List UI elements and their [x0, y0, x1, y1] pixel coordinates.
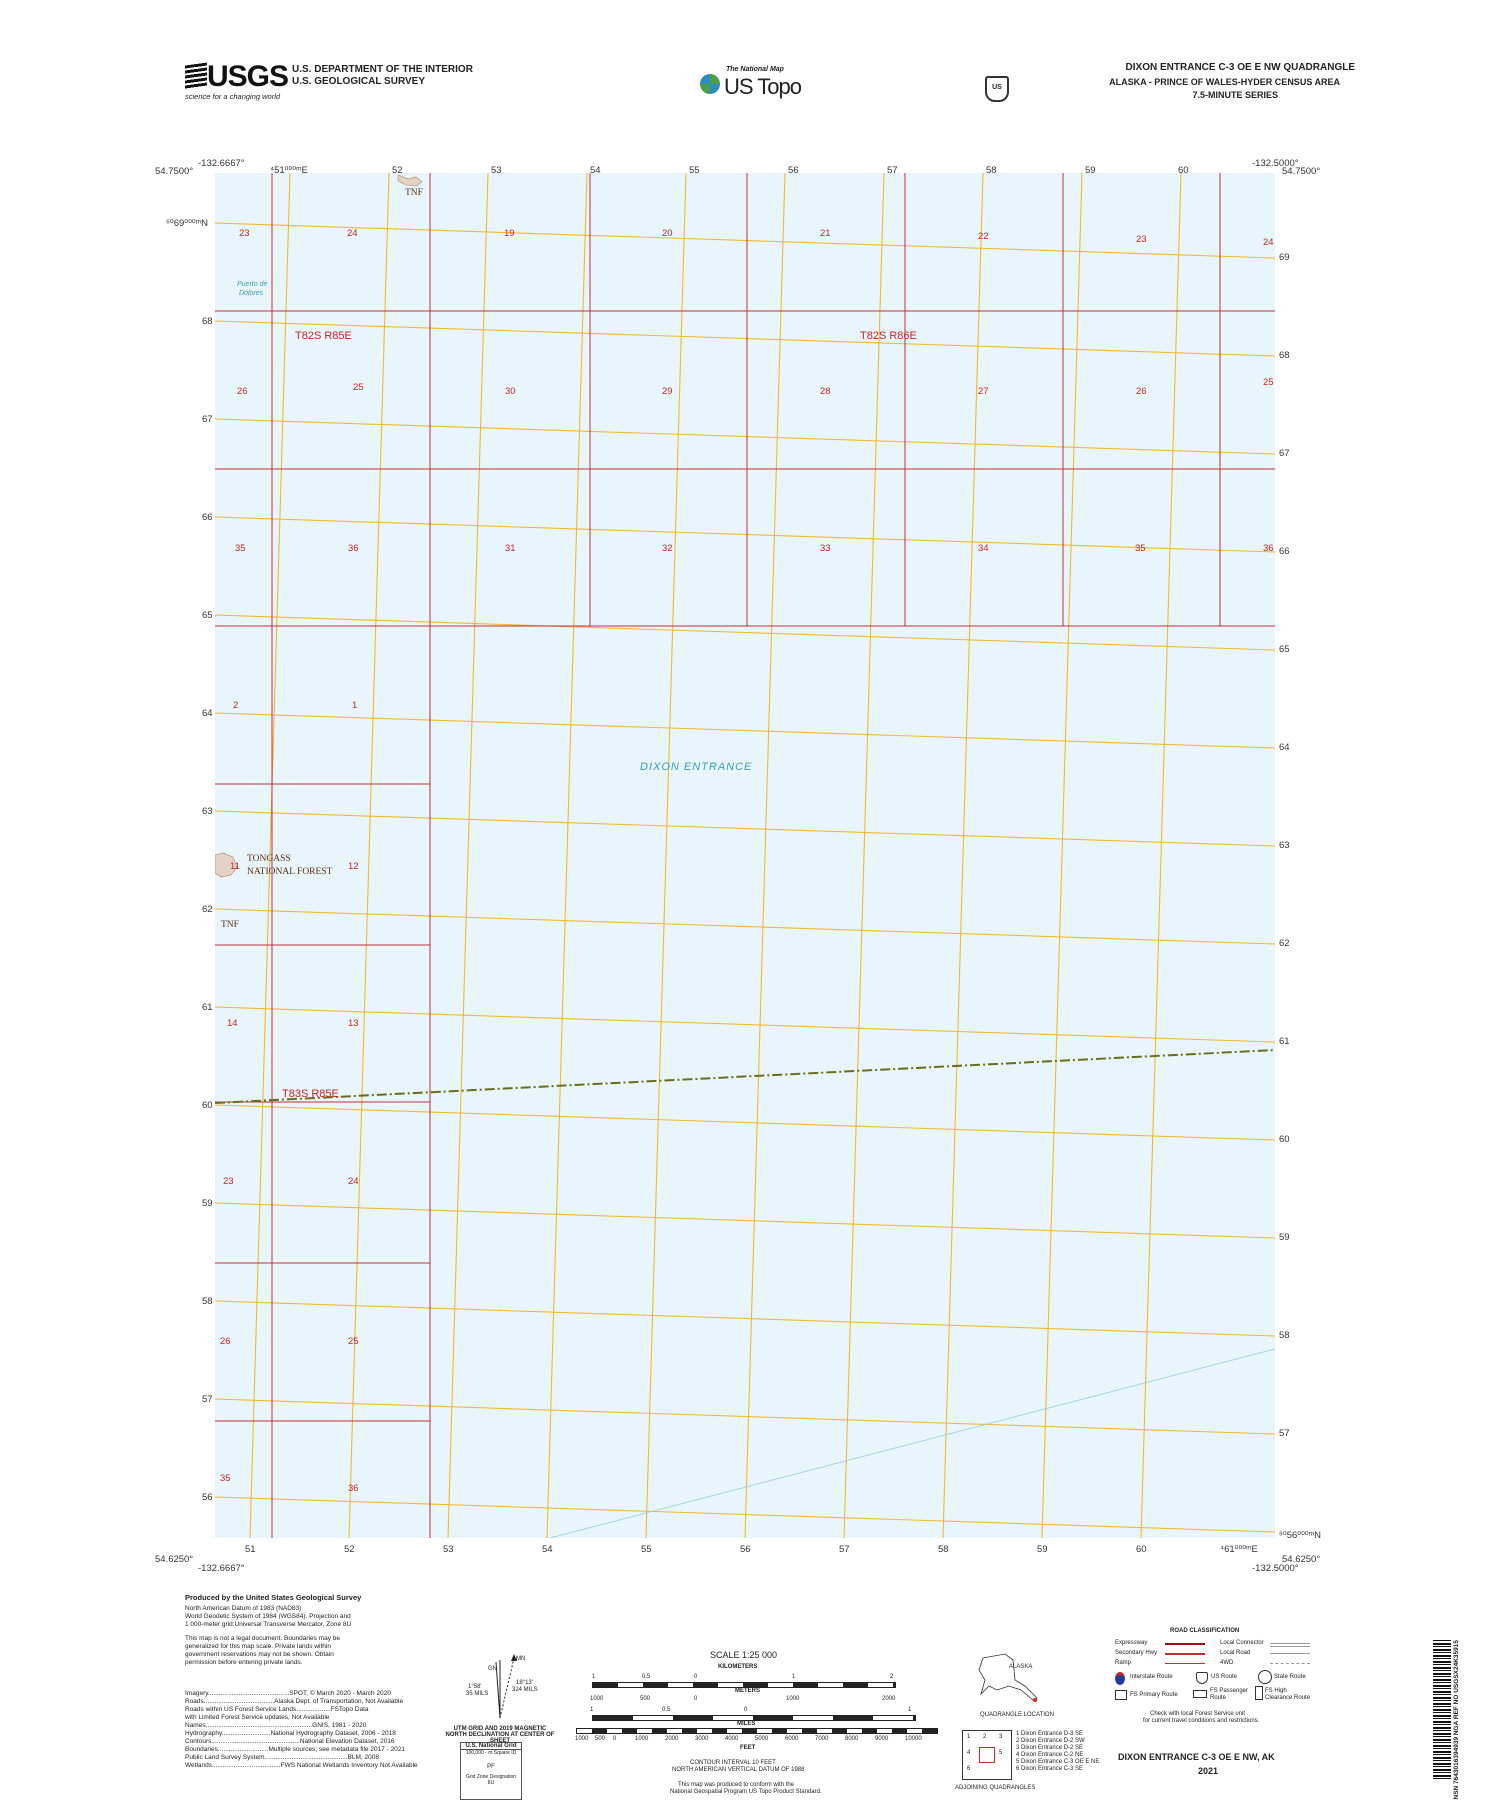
bottom-title: DIXON ENTRANCE C-3 OE E NW, AK — [1118, 1752, 1275, 1762]
easting-tick-bottom: 56 — [740, 1544, 751, 1555]
northing-tick-left: 67 — [202, 414, 213, 425]
ft-tick: 8000 — [845, 1736, 859, 1742]
section-number: 27 — [978, 386, 989, 397]
usng-box — [460, 1742, 522, 1800]
utm-northing-line — [215, 811, 1275, 846]
fs-note-2: for current travel conditions and restrictions. — [1143, 1718, 1260, 1724]
easting-tick-bottom: 57 — [839, 1544, 850, 1555]
us-route-label: US Route — [1211, 1674, 1238, 1680]
fs-passenger-icon — [1193, 1690, 1207, 1698]
state-route-shield-icon — [1258, 1670, 1272, 1684]
barcode-icon — [1433, 1640, 1451, 1780]
section-number: 32 — [662, 543, 673, 554]
northing-tick-right: ⁶⁰56⁰⁰⁰ᵐN — [1279, 1530, 1322, 1541]
section-number: 26 — [1136, 386, 1147, 397]
section-number: 36 — [1263, 543, 1274, 554]
utm-northing-line — [215, 615, 1275, 650]
us-route-shield-icon — [1196, 1672, 1208, 1684]
disclaimer-line: generalized for this map scale. Private lands within — [185, 1643, 331, 1650]
ft-tick: 7000 — [815, 1736, 829, 1742]
northing-tick-right: 59 — [1279, 1232, 1290, 1243]
km-tick: 0 — [694, 1674, 698, 1680]
contour-interval: CONTOUR INTERVAL 10 FEET — [690, 1760, 776, 1766]
northing-tick-right: 60 — [1279, 1134, 1290, 1145]
utm-northing-line — [215, 1203, 1275, 1238]
northing-tick-right: 58 — [1279, 1330, 1290, 1341]
northing-tick-left: 61 — [202, 1002, 213, 1013]
northing-tick-right: 67 — [1279, 448, 1290, 459]
section-number: 13 — [348, 1018, 359, 1029]
disclaimer-line: government reservations may not be shown. Obtain — [185, 1651, 334, 1658]
barcode-text: NSN 7643016394939 NGA REF NO USGSX24K35915 — [1453, 1640, 1460, 1800]
northing-tick-right: 69 — [1279, 252, 1290, 263]
northing-tick-left: 58 — [202, 1296, 213, 1307]
township-label: T83S R85E — [282, 1088, 339, 1100]
ft-tick: 10000 — [905, 1736, 922, 1742]
northing-tick-left: 63 — [202, 806, 213, 817]
dept-line-1: U.S. DEPARTMENT OF THE INTERIOR — [292, 64, 473, 75]
section-number: 36 — [348, 1483, 359, 1494]
m-tick: 1000 — [786, 1696, 800, 1702]
section-number: 26 — [237, 386, 248, 397]
section-number: 35 — [220, 1473, 231, 1484]
ft-scale-bar — [576, 1728, 938, 1734]
km-tick: 1 — [792, 1674, 796, 1680]
barcode-text-wrap — [1453, 1640, 1465, 1800]
northing-tick-right: 61 — [1279, 1036, 1290, 1047]
road-expressway: Expressway — [1115, 1640, 1148, 1646]
section-number: 2 — [233, 700, 239, 711]
utm-northing-line — [215, 419, 1275, 454]
section-number: 33 — [820, 543, 831, 554]
bottom-year: 2021 — [1198, 1766, 1219, 1776]
alaska-label: ALASKA — [1009, 1664, 1033, 1670]
usng-id: PF — [487, 1764, 495, 1770]
expressway-swatch — [1165, 1643, 1205, 1645]
section-number: 14 — [227, 1018, 238, 1029]
northing-tick-left: 65 — [202, 610, 213, 621]
section-number: 24 — [1263, 237, 1274, 248]
mi-tick: 1 — [908, 1707, 912, 1713]
utm-easting-line — [745, 173, 785, 1538]
section-number: 20 — [662, 228, 673, 239]
fs-high-clearance-icon — [1255, 1686, 1263, 1700]
northing-tick-right: 68 — [1279, 350, 1290, 361]
corner-tr-lon: -132.5000° — [1252, 158, 1299, 169]
northing-tick-left: 64 — [202, 708, 213, 719]
source-line: Roads within US Forest Service Lands...................FSTopo Data — [185, 1706, 369, 1713]
corner-br-lat: 54.6250° — [1282, 1554, 1321, 1565]
adjoining-list — [1016, 1731, 1099, 1773]
adjoining-item: 6 Dixon Entrance C-3 SE — [1016, 1766, 1084, 1772]
easting-tick-bottom: ⁴61⁰⁰⁰ᵐE — [1220, 1544, 1258, 1555]
mi-tick: 0.5 — [662, 1707, 671, 1713]
easting-tick-top: ⁴51⁰⁰⁰ᵐE — [270, 165, 308, 176]
easting-tick-top: 53 — [491, 165, 502, 176]
township-boundary-line — [215, 1050, 1275, 1103]
section-number: 1 — [352, 700, 358, 711]
section-number: 24 — [347, 228, 358, 239]
section-number: 30 — [505, 386, 516, 397]
4wd-swatch — [1270, 1663, 1310, 1664]
declination-gn: GN — [488, 1666, 497, 1672]
utm-northing-line — [215, 1301, 1275, 1336]
usng-title: U.S. National Grid — [461, 1743, 521, 1750]
m-tick: 1000 — [590, 1696, 604, 1702]
section-number: 29 — [662, 386, 673, 397]
easting-tick-bottom: 60 — [1136, 1544, 1147, 1555]
declination-value-2b: 324 MILS — [512, 1687, 538, 1693]
declination-value-1b: 35 MILS — [466, 1691, 489, 1697]
corner-br-lon: -132.5000° — [1252, 1563, 1299, 1574]
globe-icon — [700, 74, 720, 94]
ft-tick: 500 — [595, 1736, 606, 1742]
corner-tr-lat: 54.7500° — [1282, 166, 1321, 177]
usgs-logo — [185, 60, 289, 102]
adjoining-cell: 3 — [999, 1734, 1003, 1740]
quad-subtitle-1: ALASKA - PRINCE OF WALES-HYDER CENSUS AREA — [1109, 77, 1340, 87]
ft-tick: 0 — [613, 1736, 617, 1742]
datum-line: 1 000-meter grid:Universal Transverse Mercator, Zone 8U — [185, 1621, 352, 1628]
datum-line: North American Datum of 1983 (NAD83) — [185, 1605, 302, 1612]
declination-value-2: 18°13' — [516, 1680, 533, 1686]
utm-northing-line — [215, 909, 1275, 944]
section-number: 31 — [505, 543, 516, 554]
datum-line: World Geodetic System of 1984 (WGS84). Projection and — [185, 1613, 351, 1620]
interstate-shield-icon — [1115, 1672, 1125, 1685]
source-line: Names...........................................................GNIS, 1981 - 2020 — [185, 1722, 367, 1729]
easting-tick-bottom: 54 — [542, 1544, 553, 1555]
water-label: DIXON ENTRANCE — [640, 761, 753, 773]
utm-northing-line — [215, 321, 1275, 356]
northing-tick-left: 62 — [202, 904, 213, 915]
section-number: 25 — [348, 1336, 359, 1347]
adjoining-grid — [962, 1730, 1012, 1780]
map-canvas — [215, 173, 1275, 1538]
section-number: 21 — [820, 228, 831, 239]
scale-title: SCALE 1:25 000 — [710, 1650, 778, 1660]
alaska-location-map — [975, 1650, 1045, 1710]
adjoining-item: 2 Dixon Entrance D-2 SW — [1016, 1738, 1085, 1744]
section-number: 23 — [1136, 234, 1147, 245]
utm-northing-line — [215, 1007, 1275, 1042]
easting-tick-top: 54 — [590, 165, 601, 176]
declination-caption: UTM GRID AND 2019 MAGNETIC NORTH DECLINATION AT CENTER OF SHEET — [445, 1726, 555, 1744]
ft-tick: 9000 — [875, 1736, 889, 1742]
section-number: 25 — [1263, 377, 1274, 388]
easting-tick-top: 57 — [887, 165, 898, 176]
section-number: 22 — [978, 231, 989, 242]
adjoining-cell: 6 — [967, 1766, 971, 1772]
ramp-swatch — [1165, 1663, 1205, 1664]
usng-zone-id: 8U — [487, 1780, 495, 1786]
corner-bl-lon: -132.6667° — [198, 1563, 245, 1574]
secondary-swatch — [1165, 1653, 1205, 1655]
northing-tick-right: 57 — [1279, 1428, 1290, 1439]
ft-tick: 1000 — [635, 1736, 649, 1742]
utm-northing-line — [215, 517, 1275, 552]
ft-tick: 5000 — [755, 1736, 769, 1742]
sources-block — [185, 1690, 425, 1770]
northing-tick-left: 57 — [202, 1394, 213, 1405]
northing-tick-left: 60 — [202, 1100, 213, 1111]
mi-tick: 1 — [590, 1707, 594, 1713]
utm-easting-line — [844, 173, 884, 1538]
section-number: 23 — [223, 1176, 234, 1187]
utm-easting-line — [349, 173, 389, 1538]
source-line: Boundaries............................Multiple sources; see metadata file 2017 - 2021 — [185, 1746, 406, 1753]
easting-tick-top: 52 — [392, 165, 403, 176]
tnf-label-top: TNF — [405, 188, 423, 198]
us-topo-label: US Topo — [724, 74, 801, 99]
quad-location-caption: QUADRANGLE LOCATION — [980, 1712, 1054, 1718]
section-number: 12 — [348, 861, 359, 872]
easting-tick-top: 58 — [986, 165, 997, 176]
utm-easting-line — [1141, 173, 1181, 1538]
easting-tick-top: 59 — [1085, 165, 1096, 176]
northing-tick-right: 66 — [1279, 546, 1290, 557]
ft-label: FEET — [740, 1745, 756, 1751]
declination-value-1: 1°58' — [468, 1684, 482, 1690]
easting-tick-top: 56 — [788, 165, 799, 176]
section-number: 11 — [230, 861, 240, 872]
source-line: Hydrography...........................National Hydrography Dataset, 2006 - 2018 — [185, 1730, 396, 1737]
utm-easting-line — [448, 173, 488, 1538]
source-line: with Limited Forest Service updates, Not Available — [185, 1714, 330, 1721]
standard-note-2: National Geospatial Program US Topo Product Standard. — [670, 1789, 822, 1795]
quad-subtitle-2: 7.5-MINUTE SERIES — [1192, 90, 1278, 100]
easting-tick-bottom: 59 — [1037, 1544, 1048, 1555]
fs-high-clearance-label: FS High Clearance Route — [1265, 1688, 1311, 1701]
adjoining-cell: 1 — [967, 1734, 971, 1740]
section-number: 26 — [220, 1336, 231, 1347]
fs-primary-label: FS Primary Route — [1130, 1692, 1178, 1698]
disclaimer-line: permission before entering private lands. — [185, 1659, 303, 1666]
usgs-wordmark: USGS — [207, 60, 289, 93]
km-tick: 1 — [592, 1674, 596, 1680]
state-route-label: State Route — [1274, 1674, 1306, 1680]
depth-line — [550, 1349, 1275, 1538]
section-number: 36 — [348, 543, 359, 554]
disclaimer-line: This map is not a legal document. Boundaries may be — [185, 1635, 341, 1642]
source-line: Public Land Survey System..............................................BLM, 2008 — [185, 1754, 379, 1761]
adjoining-cell: 5 — [999, 1750, 1003, 1756]
adjoining-item: 1 Dixon Entrance D-3 SE — [1016, 1731, 1084, 1737]
small-water-label-2: Dolores — [239, 290, 264, 297]
ft-tick: 6000 — [785, 1736, 799, 1742]
easting-tick-bottom: 53 — [443, 1544, 454, 1555]
utm-northing-line — [215, 1399, 1275, 1434]
section-number: 23 — [239, 228, 250, 239]
plss-section-lines — [215, 173, 1275, 1538]
section-number: 35 — [1135, 543, 1146, 554]
m-tick: 2000 — [882, 1696, 896, 1702]
road-secondary: Secondary Hwy — [1115, 1650, 1158, 1656]
northing-tick-left: 68 — [202, 316, 213, 327]
easting-tick-top: 60 — [1178, 165, 1189, 176]
northing-tick-left: 66 — [202, 512, 213, 523]
datum-block — [185, 1605, 360, 1667]
source-line: Imagery.............................................SPOT, © March 2020 - March 2020 — [185, 1690, 391, 1697]
small-water-label-1: Puerto de — [237, 281, 268, 288]
ft-tick: 2000 — [665, 1736, 679, 1742]
utm-easting-line — [547, 173, 587, 1538]
corner-bl-lat: 54.6250° — [155, 1554, 194, 1565]
easting-tick-bottom: 51 — [245, 1544, 256, 1555]
utm-easting-line — [646, 173, 686, 1538]
km-tick: 0.5 — [642, 1674, 651, 1680]
current-quad-marker — [979, 1747, 995, 1763]
section-number: 19 — [504, 228, 515, 239]
adjoining-caption: ADJOINING QUADRANGLES — [955, 1785, 1036, 1791]
m-label: METERS — [735, 1688, 761, 1694]
northing-tick-left: ⁶⁰69⁰⁰⁰ᵐN — [166, 218, 209, 229]
mi-label: MILES — [737, 1721, 756, 1727]
easting-tick-top: 55 — [689, 165, 700, 176]
northing-tick-left: 59 — [202, 1198, 213, 1209]
tnf-label-left: TNF — [221, 920, 239, 930]
adjoining-item: 3 Dixon Entrance D-2 SE — [1016, 1745, 1084, 1751]
township-label: T82S R86E — [860, 330, 917, 342]
utm-northing-line — [215, 223, 1275, 258]
m-tick: 0 — [694, 1696, 698, 1702]
section-number: 34 — [978, 543, 989, 554]
utm-easting-line — [943, 173, 983, 1538]
alaska-outline-icon — [975, 1650, 1045, 1710]
easting-tick-bottom: 58 — [938, 1544, 949, 1555]
utm-easting-line — [1042, 173, 1082, 1538]
fs-passenger-label: FS Passenger Route — [1210, 1688, 1249, 1701]
ft-tick: 3000 — [695, 1736, 709, 1742]
utm-northing-line — [215, 713, 1275, 748]
usng-sub: 100,000 - m Square ID — [465, 1750, 517, 1756]
adjoining-item: 5 Dixon Entrance C-3 OE E NE — [1016, 1759, 1100, 1765]
standard-note-1: This map was produced to conform with the — [678, 1782, 795, 1788]
adjoining-item: 4 Dixon Entrance C-2 NE — [1016, 1752, 1084, 1758]
road-local-connector: Local Connector — [1220, 1640, 1264, 1646]
land-label-1: TONGASS — [247, 854, 291, 864]
ft-tick: 4000 — [725, 1736, 739, 1742]
local-connector-swatch — [1270, 1643, 1310, 1647]
forest-service-shield-icon: US — [985, 76, 1009, 102]
source-line: Contours.................................................National Elevation Dataset, 2016 — [185, 1738, 395, 1745]
quad-title: DIXON ENTRANCE C-3 OE E NW QUADRANGLE — [1125, 62, 1355, 73]
interstate-route-label: Interstate Route — [1130, 1674, 1173, 1680]
source-line: Roads.......................................Alaska Dept. of Transportation, Not Available — [185, 1698, 404, 1705]
fs-note-1: Check with local Forest Service unit — [1150, 1711, 1246, 1717]
northing-tick-right: 65 — [1279, 644, 1290, 655]
northing-tick-left: 56 — [202, 1492, 213, 1503]
usgs-logo-icon — [185, 62, 207, 89]
ft-tick: 1000 — [575, 1736, 589, 1742]
national-map-label: The National Map — [726, 66, 784, 73]
map-body[interactable] — [215, 173, 1275, 1538]
road-ramp: Ramp — [1115, 1660, 1132, 1666]
road-4wd: 4WD — [1220, 1660, 1234, 1666]
dept-line-2: U.S. GEOLOGICAL SURVEY — [292, 76, 425, 87]
northing-tick-right: 62 — [1279, 938, 1290, 949]
northing-tick-right: 64 — [1279, 742, 1290, 753]
km-tick: 2 — [890, 1674, 894, 1680]
section-number: 35 — [235, 543, 246, 554]
northing-tick-right: 63 — [1279, 840, 1290, 851]
section-number: 24 — [348, 1176, 359, 1187]
adjoining-cell: 4 — [967, 1750, 971, 1756]
fs-primary-icon — [1115, 1690, 1127, 1700]
easting-tick-bottom: 52 — [344, 1544, 355, 1555]
declination-diagram — [460, 1652, 540, 1722]
vertical-datum: NORTH AMERICAN VERTICAL DATUM OF 1988 — [672, 1767, 805, 1773]
section-number: 25 — [353, 382, 364, 393]
mi-tick: 0 — [744, 1707, 748, 1713]
m-tick: 500 — [640, 1696, 651, 1702]
land-label-2: NATIONAL FOREST — [247, 867, 333, 877]
island-top — [398, 175, 422, 186]
usgs-tagline: science for a changing world — [185, 92, 281, 101]
township-label: T82S R85E — [295, 330, 352, 342]
road-class-title: ROAD CLASSIFICATION — [1170, 1628, 1240, 1634]
km-label: KILOMETERS — [718, 1664, 758, 1670]
section-number: 28 — [820, 386, 831, 397]
road-local: Local Road — [1220, 1650, 1251, 1656]
adjoining-cell: 2 — [983, 1734, 987, 1740]
utm-northing-line — [215, 1105, 1275, 1140]
produced-by: Produced by the United States Geological Survey — [185, 1593, 362, 1602]
corner-tl-lon: -132.6667° — [198, 158, 245, 169]
utm-grid — [215, 173, 1275, 1538]
easting-tick-bottom: 55 — [641, 1544, 652, 1555]
source-line: Wetlands......................................FWS National Wetlands Inventory Not Available — [185, 1762, 418, 1769]
usng-zone: Grid Zone Designation — [465, 1774, 517, 1780]
local-road-swatch — [1270, 1653, 1310, 1654]
declination-mn: MN — [516, 1656, 526, 1662]
corner-tl-lat: 54.7500° — [155, 166, 194, 177]
